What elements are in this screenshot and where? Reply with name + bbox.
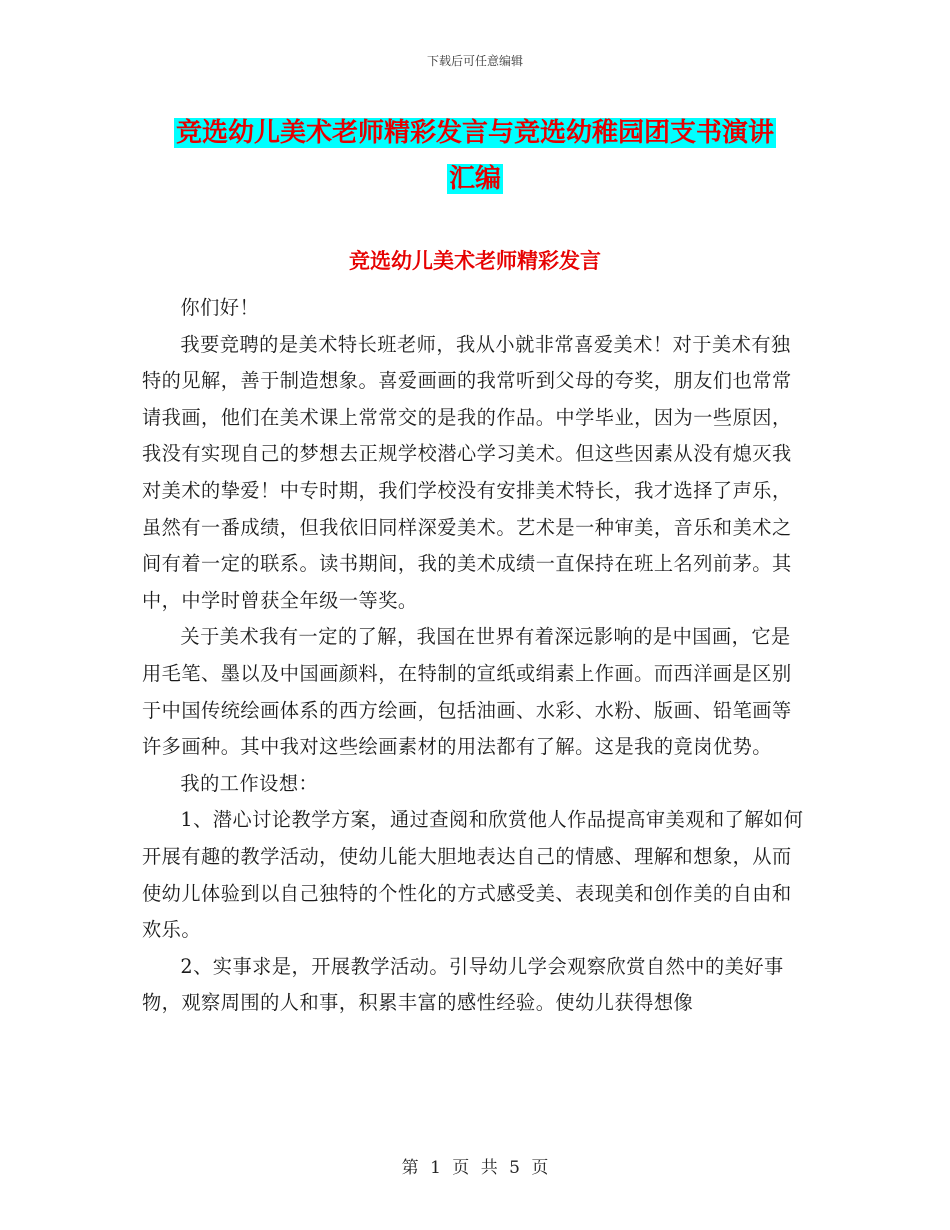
paragraph-plan-item-1: 1、潜心讨论教学方案，通过查阅和欣赏他人作品提高审美观和了解如何开展有趣的教学活动，使幼儿能大胆地表达自己的情感、理解和想象，从而使幼儿体验到以自己独特的个性化的方式感受美、表现美和创作美的自由和欢乐。 xyxy=(142,808,804,942)
paragraph-plan-item-2: 2、实事求是，开展教学活动。引导幼儿学会观察欣赏自然中的美好事物，观察周围的人和事，积累丰富的感性经验。使幼儿获得想像 xyxy=(142,954,784,1015)
document-title-line-1: 竞选幼儿美术老师精彩发言与竞选幼稚园团支书演讲 xyxy=(175,118,774,148)
page-header-note: 下载后可任意编辑 xyxy=(426,54,523,68)
section-title: 竞选幼儿美术老师精彩发言 xyxy=(349,249,601,273)
paragraph-background: 我要竞聘的是美术特长班老师，我从小就非常喜爱美术！对于美术有独特的见解，善于制造想象。喜爱画画的我常听到父母的夸奖，朋友们也常常请我画，他们在美术课上常常交的是我的作品。中学毕业，因为一些原因，我没有实现自己的梦想去正规学校潜心学习美术。但这些因素从没有熄灭我对美术的挚爱！中专时期，我们学校没有安排美术特长，我才选择了声乐，虽然有一番成绩，但我依旧同样深爱美术。艺术是一种审美，音乐和美术之间有着一定的联系。读书期间，我的美术成绩一直保持在班上名列前茅。其中，中学时曾获全年级一等奖。 xyxy=(142,332,792,612)
paragraph-greeting: 你们好！ xyxy=(180,296,260,319)
document-title xyxy=(145,110,805,202)
document-title-line-2: 汇编 xyxy=(448,164,501,194)
document-body xyxy=(142,290,810,1022)
paragraph-work-plan-heading: 我的工作设想： xyxy=(180,771,319,795)
page-number: 第 1 页 共 5 页 xyxy=(401,1158,549,1178)
paragraph-art-knowledge: 关于美术我有一定的了解，我国在世界有着深远影响的是中国画，它是用毛笔、墨以及中国画颜料，在特制的宣纸或绢素上作画。而西洋画是区别于中国传统绘画体系的西方绘画，包括油画、水彩、水粉、版画、铅笔画等许多画种。其中我对这些绘画素材的用法都有了解。这是我的竟岗优势。 xyxy=(142,625,792,759)
